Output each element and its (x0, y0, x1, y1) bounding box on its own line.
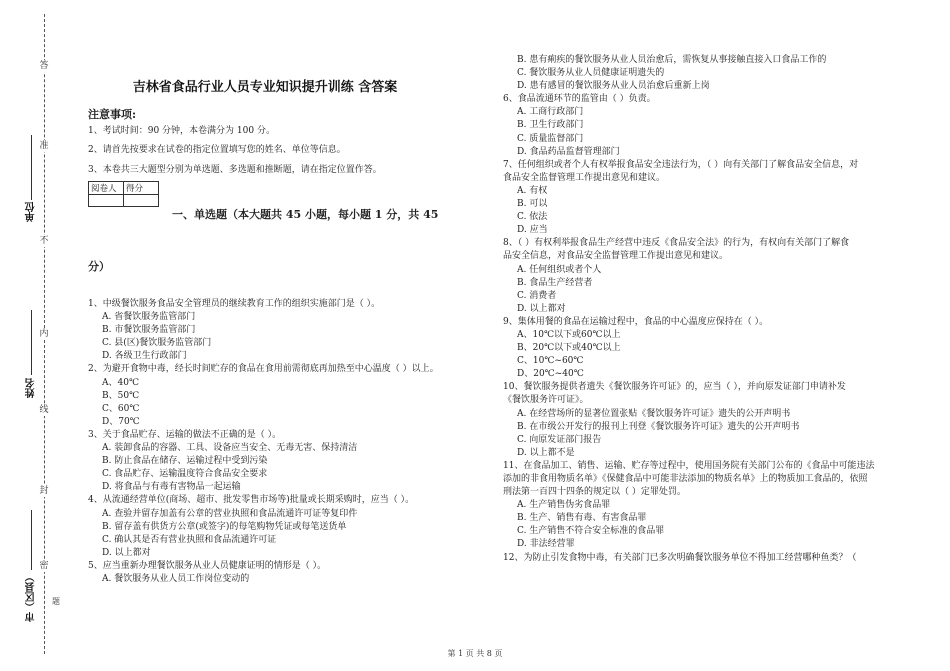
answer-option: B. 在市级公开发行的报刊上刊登《餐饮服务许可证》遗失的公开声明书 (517, 421, 800, 432)
score-header: 得分 (124, 182, 159, 195)
answer-option: D. 各级卫生行政部门 (102, 351, 187, 362)
left-question-column (88, 298, 468, 586)
district-fill-line (31, 510, 32, 570)
question-text: 12、为防止引发食物中毒，有关部门已多次明确餐饮服务单位不得加工经营哪种鱼类？（ (503, 552, 857, 563)
question-text-continued: 添加的非食用物质名单》《保健食品中可能非法添加的物质名单》上的物质加工食品的，依照 (503, 474, 868, 484)
question-text: 9、集体用餐的食品在运输过程中，食品的中心温度应保持在（ ）。 (503, 316, 769, 327)
question-text: 1、中级餐饮服务食品安全管理员的继续教育工作的组织实施部门是（ ）。 (88, 299, 381, 309)
page-title: 吉林省食品行业人员专业知识提升训练 含答案 (132, 80, 398, 95)
question-text-continued: 品安全信息，对食品安全监督管理工作提出意见和建议。 (503, 251, 729, 262)
name-fill-line (31, 310, 32, 375)
question-text: 5、应当重新办理餐饮服务从业人员健康证明的情形是（ ）。 (88, 560, 327, 571)
binding-mark: 密 (39, 561, 49, 571)
notice-item: 3、本卷共三大题型分别为单选题、多选题和推断题，请在指定位置作答。 (88, 165, 382, 175)
answer-option: B、50℃ (102, 390, 140, 401)
question-text: 2、为避开食物中毒，经长时间贮存的食品在食用前需彻底再加热至中心温度（ ）以上。 (88, 364, 439, 375)
answer-option: C、10℃~60℃ (517, 356, 584, 367)
answer-option: B. 卫生行政部门 (517, 120, 584, 131)
answer-option: D. 将食品与有毒有害物品一起运输 (102, 482, 241, 493)
answer-option: A. 有权 (517, 185, 548, 196)
answer-option: C. 县(区)餐饮服务监管部门 (102, 338, 212, 349)
question-text-continued: 刑法第一百四十四条的规定以（ ）定罪处罚。 (503, 487, 686, 498)
answer-option: C. 餐饮服务从业人员健康证明遗失的 (517, 68, 665, 79)
answer-option: B. 留存盖有供货方公章(或签字)的每笔购物凭证或每笔送货单 (102, 521, 347, 532)
notice-heading: 注意事项: (88, 108, 137, 121)
score-cell[interactable] (124, 195, 159, 207)
answer-option: A. 省餐饮服务监管部门 (102, 312, 196, 323)
question-text-continued: 食品安全监督管理工作提出意见和建议。 (503, 172, 666, 183)
reviewer-header: 阅卷人 (89, 182, 124, 195)
unit-fill-line (31, 135, 32, 200)
district-label: 市（区县） (26, 572, 37, 622)
notice-item: 2、请首先按要求在试卷的指定位置填写您的姓名、单位等信息。 (88, 145, 346, 155)
reviewer-cell[interactable] (89, 195, 124, 207)
question-text-continued: 《餐饮服务许可证》。 (503, 395, 589, 406)
question-text: 6、食品流通环节的监管由（ ）负责。 (503, 94, 656, 105)
answer-option: A、10℃以下或60℃以上 (517, 329, 621, 340)
question-text: 10、餐饮服务提供者遗失《餐饮服务许可证》的，应当（ ），并向原发证部门申请补发 (503, 382, 846, 393)
answer-option: D. 以上都对 (102, 547, 151, 558)
section-heading: 一、单选题（本大题共 45 小题，每小题 1 分，共 45 (172, 208, 439, 221)
binding-strip (0, 0, 80, 671)
answer-option: D. 患有感冒的餐饮服务从业人员治愈后重新上岗 (517, 81, 710, 92)
answer-option: B. 患有痢疾的餐饮服务从业人员治愈后，需恢复从事接触直接入口食品工作的 (517, 55, 827, 65)
answer-option: C. 生产销售不符合安全标准的食品罪 (517, 526, 665, 537)
question-text: 3、关于食品贮存、运输的做法不正确的是（ ）。 (88, 429, 282, 440)
answer-option: D. 以上都对 (517, 303, 566, 314)
answer-option: B. 防止食品在储存、运输过程中受到污染 (102, 456, 268, 467)
answer-option: A. 查验并留存加盖有公章的营业执照和食品流通许可证等复印件 (102, 508, 358, 519)
answer-option: C. 食品贮存、运输温度符合食品安全要求 (102, 469, 268, 480)
binding-mark: 题 (52, 597, 60, 606)
answer-option: A. 餐饮服务从业人员工作岗位变动的 (102, 573, 250, 584)
answer-option: B. 食品生产经营者 (517, 277, 593, 288)
binding-mark: 准 (39, 141, 49, 151)
page-footer: 第 1 页 共 8 页 (447, 649, 503, 658)
answer-option: C、60℃ (102, 403, 140, 414)
answer-option: D. 食品药品监督管理部门 (517, 146, 620, 157)
binding-mark: 答 (39, 61, 49, 71)
name-label: 姓名 (26, 378, 37, 398)
question-text: 4、从流通经营单位(商场、超市、批发零售市场等)批量或长期采购时，应当（ ）。 (88, 495, 415, 506)
answer-option: A. 装卸食品的容器、工具、设备应当安全、无毒无害、保持清洁 (102, 443, 358, 454)
answer-option: D、70℃ (102, 416, 140, 427)
answer-option: C. 向原发证部门报告 (517, 434, 602, 445)
answer-option: C. 确认其是否有营业执照和食品流通许可证 (102, 534, 277, 545)
answer-option: B. 市餐饮服务监管部门 (102, 325, 196, 336)
answer-option: D、20℃~40℃ (517, 369, 584, 380)
binding-mark: 不 (39, 236, 49, 246)
answer-option: B、20℃以下或40℃以上 (517, 343, 621, 354)
answer-option: C. 依法 (517, 212, 548, 223)
question-text: 7、任何组织或者个人有权举报食品安全违法行为，（ ）向有关部门了解食品安全信息，对 (503, 159, 859, 170)
right-question-column (503, 54, 923, 565)
answer-option: D. 以上都不是 (517, 447, 575, 458)
answer-option: A. 生产销售伪劣食品罪 (517, 500, 611, 511)
question-text: 11、在食品加工、销售、运输、贮存等过程中，使用国务院有关部门公布的《食品中可能违法 (503, 460, 875, 471)
question-text: 8、（ ）有权利举报食品生产经营中违反《食品安全法》的行为，有权向有关部门了解食 (503, 238, 850, 249)
answer-option: C. 质量监督部门 (517, 133, 584, 144)
binding-mark: 线 (39, 405, 49, 415)
answer-option: D. 应当 (517, 225, 548, 236)
answer-option: A、40℃ (102, 377, 140, 388)
answer-option: B. 可以 (517, 199, 548, 210)
answer-option: D. 非法经营罪 (517, 539, 575, 550)
score-table (88, 181, 159, 207)
answer-option: A. 工商行政部门 (517, 107, 584, 118)
unit-label: 单位 (26, 202, 37, 222)
answer-option: C. 消费者 (517, 290, 557, 301)
binding-mark: 封 (39, 486, 49, 496)
notice-item: 1、考试时间：90 分钟，本卷满分为 100 分。 (88, 126, 275, 136)
binding-mark: 内 (39, 329, 49, 339)
section-heading-tail: 分） (88, 260, 110, 273)
answer-option: A. 任何组织或者个人 (517, 264, 602, 275)
answer-option: A. 在经营场所的显著位置张贴《餐饮服务许可证》遗失的公开声明书 (517, 408, 791, 419)
answer-option: B. 生产、销售有毒、有害食品罪 (517, 513, 647, 524)
